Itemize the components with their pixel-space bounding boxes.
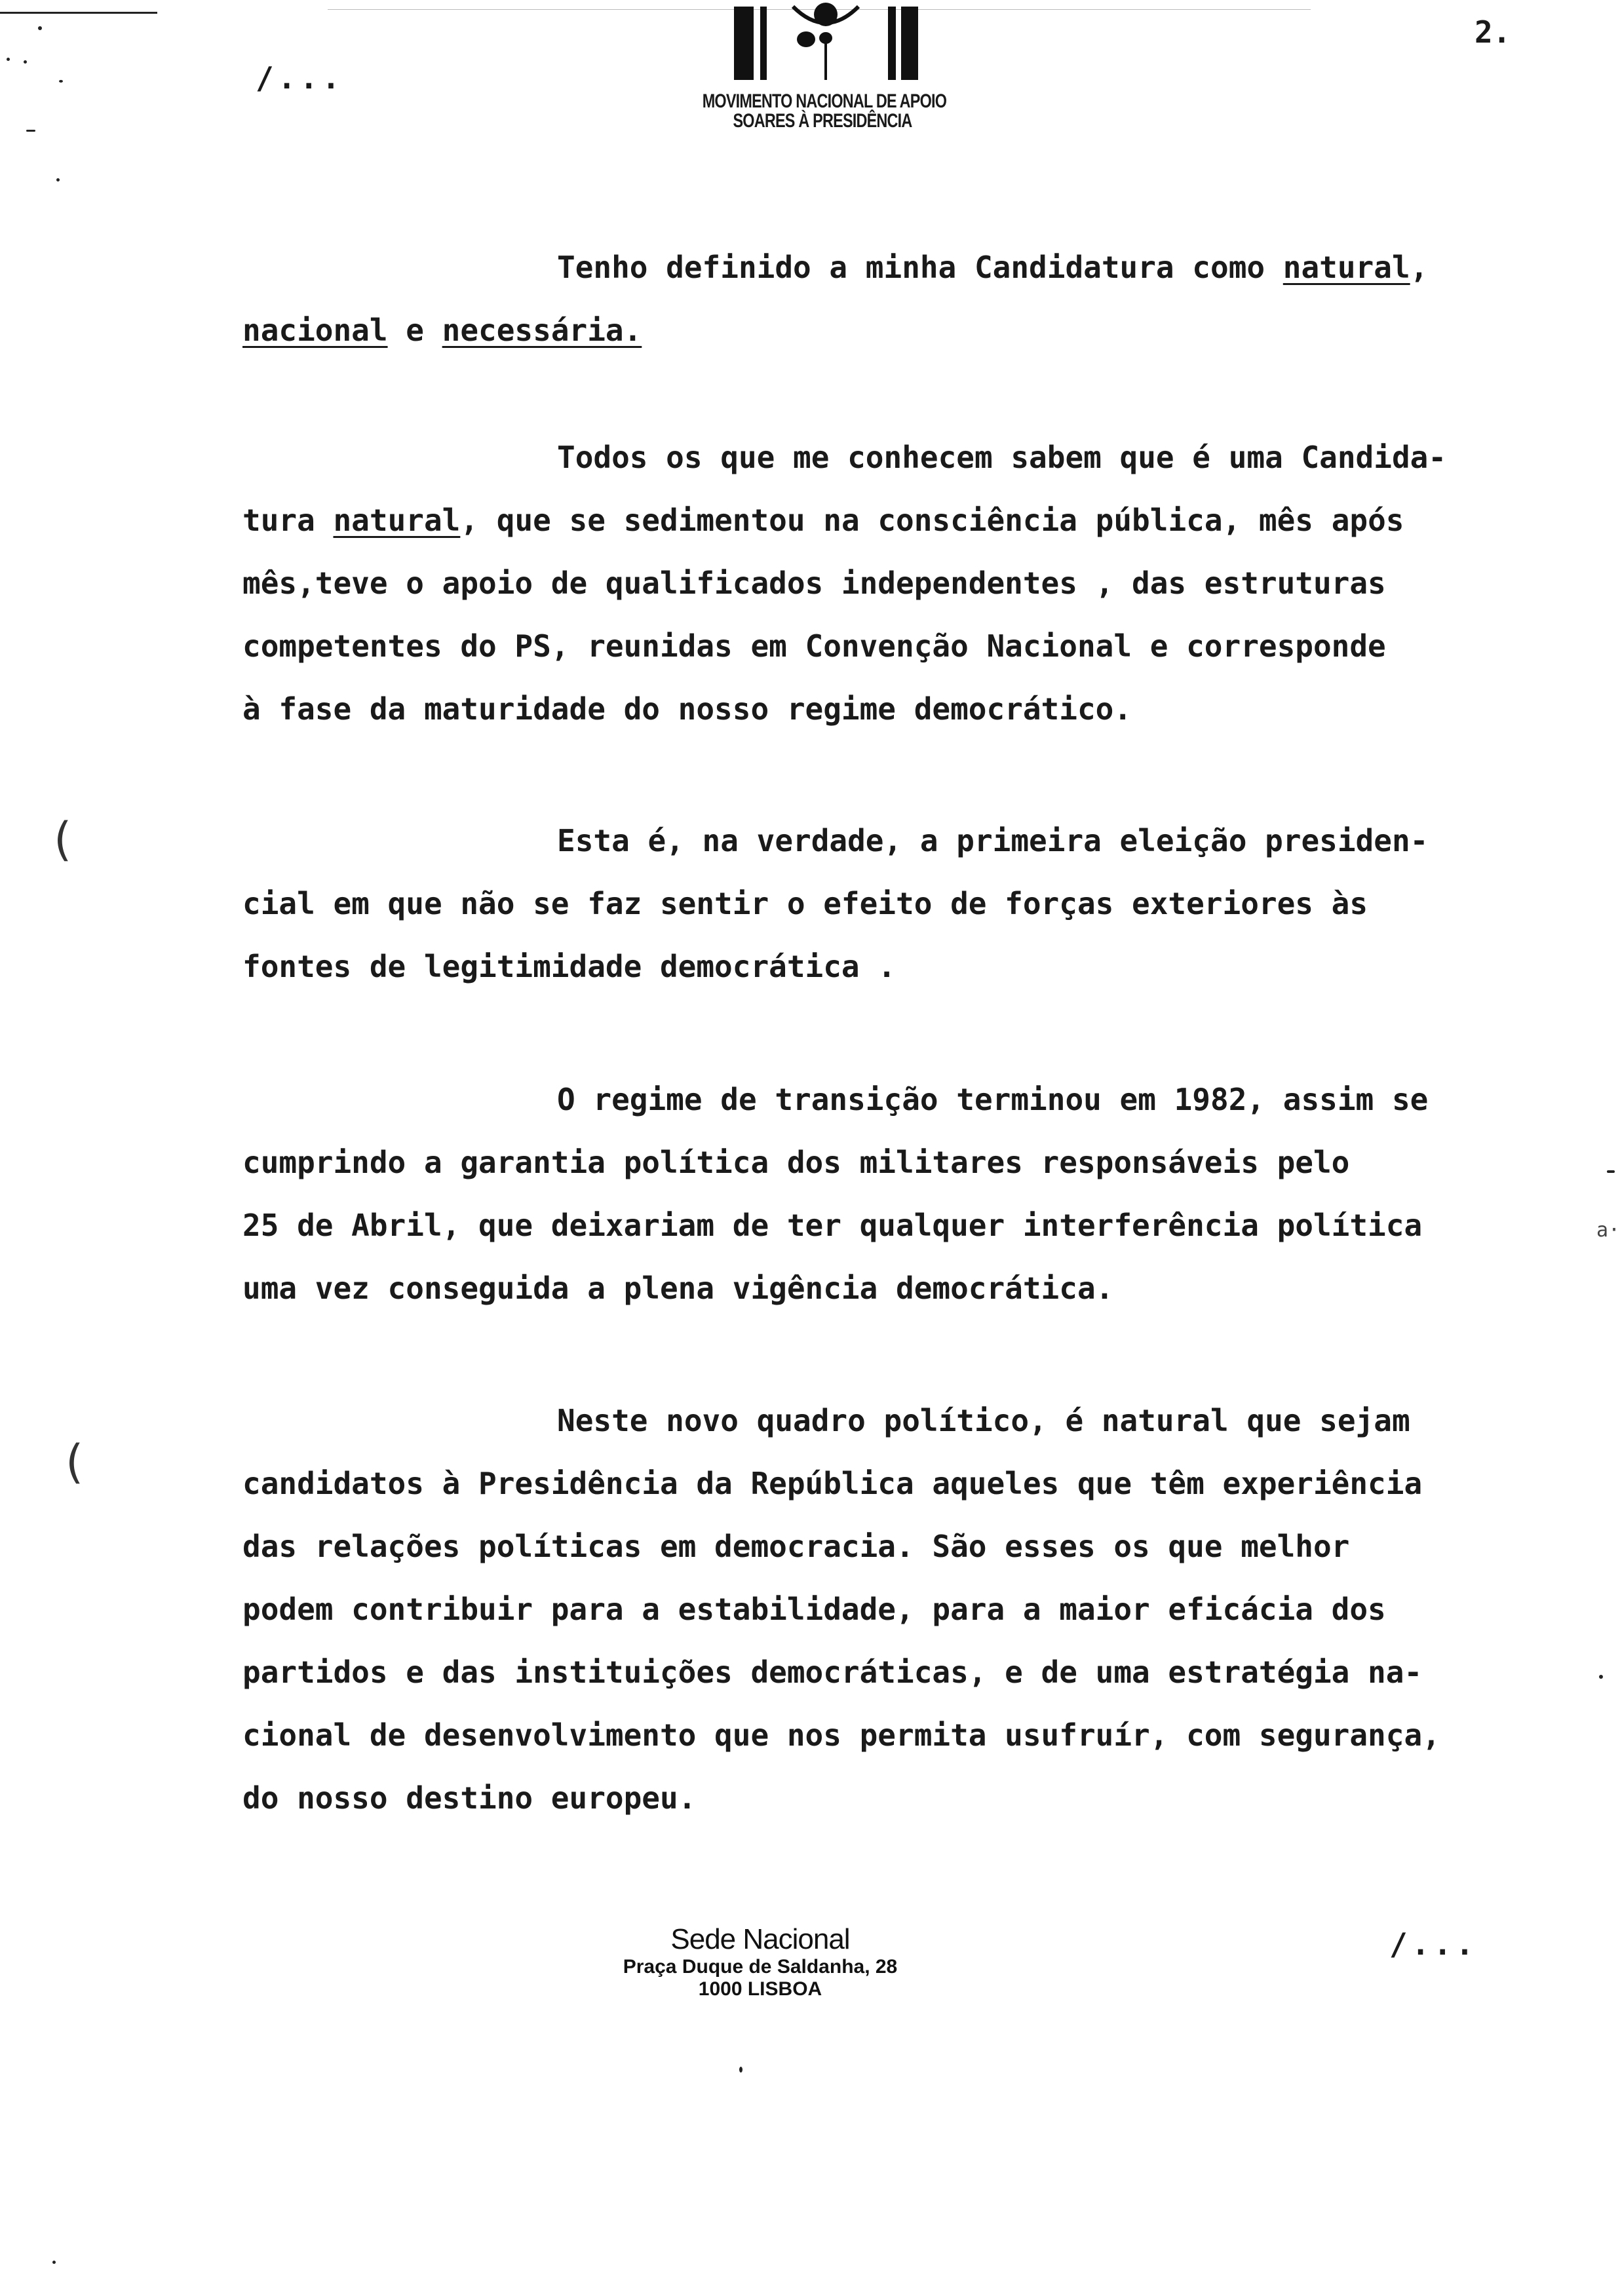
paragraph-transition-regime <box>242 1068 1527 1320</box>
paragraph-first-election <box>242 809 1527 998</box>
text-run: do nosso destino europeu. <box>242 1780 697 1816</box>
logo-emblem-icon <box>721 0 931 92</box>
text-line <box>242 809 1527 872</box>
text-line <box>242 678 1527 740</box>
campaign-logo <box>668 0 976 144</box>
speck <box>24 60 27 64</box>
continuation-mark-top: /... <box>256 60 344 96</box>
text-run: Tenho definido a minha Candidatura como <box>557 250 1283 285</box>
text-line <box>242 1194 1527 1257</box>
text-run: cumprindo a garantia política dos militares responsáveis pelo <box>242 1145 1350 1180</box>
text-run: uma vez conseguida a plena vigência democrática. <box>242 1271 1114 1306</box>
logo-caption-line1: MOVIMENTO NACIONAL DE APOIO <box>702 90 947 112</box>
footer-address-street: Praça Duque de Saldanha, 28 <box>623 1956 898 1978</box>
footer-address-city: 1000 LISBOA <box>698 1978 822 2000</box>
speck <box>52 2261 56 2264</box>
text-run: fontes de legitimidade democrática . <box>242 949 896 984</box>
paragraph-political-framework <box>242 1389 1527 1829</box>
paragraph-natural-candidacy <box>242 426 1527 740</box>
text-line <box>242 1578 1527 1641</box>
text-line <box>242 236 1527 299</box>
speck <box>59 80 63 83</box>
text-run: Neste novo quadro político, é natural que sejam <box>557 1403 1410 1438</box>
text-line <box>242 1452 1527 1515</box>
text-run: podem contribuir para a estabilidade, para a maior eficácia dos <box>242 1592 1386 1627</box>
top-rule <box>0 12 157 14</box>
text-run: e <box>387 313 442 348</box>
speck <box>1607 1170 1615 1173</box>
text-line <box>242 426 1527 489</box>
text-line <box>242 552 1527 615</box>
speck <box>26 130 35 132</box>
speck <box>56 178 60 182</box>
text-line <box>242 615 1527 678</box>
underlined-word: natural <box>1282 250 1410 285</box>
text-run: Todos os que me conhecem sabem que é uma Candida- <box>557 440 1447 475</box>
text-line <box>242 1389 1527 1452</box>
logo-caption-line2: SOARES À PRESIDÊNCIA <box>733 110 912 132</box>
text-line <box>242 1641 1527 1704</box>
underlined-word: nacional <box>242 313 388 348</box>
text-line <box>242 872 1527 935</box>
speck <box>38 26 42 30</box>
text-run: candidatos à Presidência da República aqueles que têm experiência <box>242 1466 1423 1501</box>
paragraph-candidacy <box>242 236 1527 362</box>
right-edge-mark: a· <box>1596 1219 1620 1242</box>
underlined-word: natural <box>333 503 461 538</box>
text-line <box>242 1257 1527 1320</box>
continuation-mark-bottom: /... <box>1389 1926 1478 1962</box>
text-run: tura <box>242 503 334 538</box>
speck <box>739 2067 742 2073</box>
speck <box>7 58 10 61</box>
text-run: 25 de Abril, que deixariam de ter qualquer interferência política <box>242 1208 1423 1243</box>
logo-caption <box>702 90 947 132</box>
text-run: das relações políticas em democracia. São esses os que melhor <box>242 1529 1350 1564</box>
text-line <box>242 1515 1527 1578</box>
text-line <box>242 299 1527 362</box>
page-number: 2. <box>1475 14 1511 50</box>
text-run: mês,teve o apoio de qualificados independentes , das estruturas <box>242 565 1386 601</box>
footer-title: Sede Nacional <box>670 1923 850 1955</box>
footer-address <box>577 1923 944 2000</box>
speck <box>1599 1675 1603 1679</box>
text-line <box>242 1704 1527 1767</box>
text-line <box>242 1068 1527 1131</box>
text-line <box>242 1767 1527 1829</box>
text-run: O regime de transição terminou em 1982, assim se <box>557 1082 1429 1117</box>
text-run: cional de desenvolvimento que nos permita usufruír, com segurança, <box>242 1717 1440 1753</box>
left-margin-bracket: ( <box>54 813 72 866</box>
text-run: competentes do PS, reunidas em Convenção Nacional e corresponde <box>242 628 1386 664</box>
text-run: partidos e das instituições democráticas, e de uma estratégia na- <box>242 1655 1423 1690</box>
text-run: Esta é, na verdade, a primeira eleição presiden- <box>557 823 1429 858</box>
text-line <box>242 935 1527 998</box>
underlined-word: necessária. <box>442 313 642 348</box>
text-run: , que se sedimentou na consciência pública, mês após <box>460 503 1404 538</box>
text-line <box>242 489 1527 552</box>
left-margin-bracket: ( <box>66 1435 84 1489</box>
text-run: à fase da maturidade do nosso regime democrático. <box>242 691 1132 727</box>
text-line <box>242 1131 1527 1194</box>
text-run: , <box>1410 250 1429 285</box>
text-run: cial em que não se faz sentir o efeito de forças exteriores às <box>242 886 1368 921</box>
